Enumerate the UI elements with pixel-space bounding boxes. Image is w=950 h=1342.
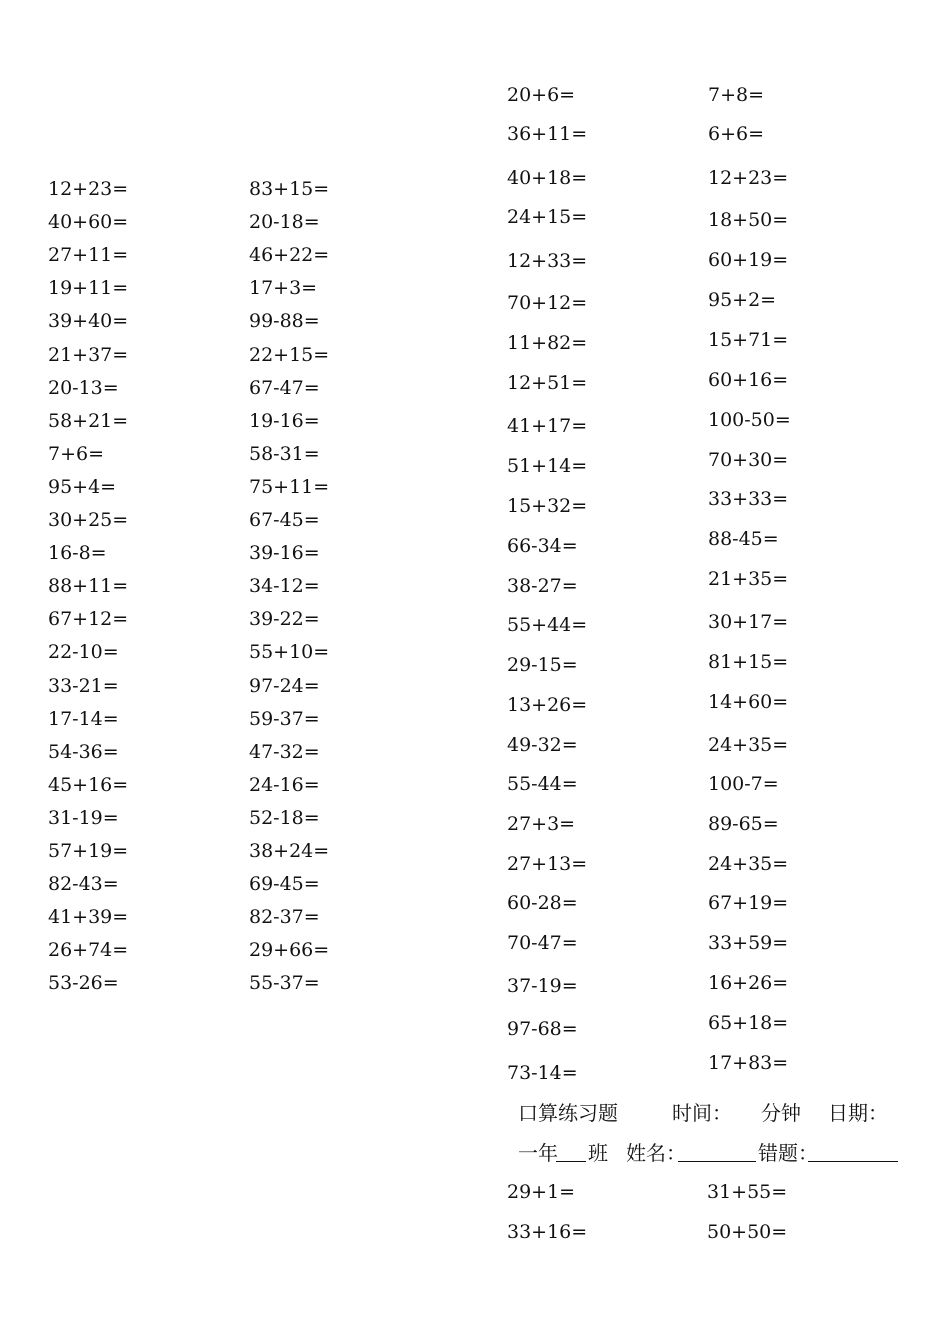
problem-item: 70-47=: [507, 932, 578, 954]
problem-item: 24+35=: [708, 734, 789, 756]
problem-item: 33+16=: [507, 1221, 588, 1243]
grade-label: 一年: [518, 1141, 558, 1165]
name-label: 姓名：: [626, 1141, 686, 1165]
problem-item: 40+18=: [507, 167, 588, 189]
problem-item: 20+6=: [507, 84, 576, 106]
problem-item: 55-37=: [249, 972, 320, 995]
problem-item: 12+51=: [507, 372, 588, 394]
problem-item: 100-7=: [708, 773, 779, 795]
problem-item: 39-16=: [249, 542, 320, 565]
problem-item: 57+19=: [48, 840, 129, 862]
problem-item: 15+71=: [708, 329, 789, 351]
problem-item: 60+19=: [708, 249, 789, 271]
problem-item: 55+44=: [507, 614, 588, 636]
problem-item: 38-27=: [507, 575, 578, 597]
problem-item: 29-15=: [507, 654, 578, 676]
problem-item: 67-47=: [249, 376, 320, 399]
problem-item: 19+11=: [48, 277, 129, 300]
problem-item: 88+11=: [48, 575, 129, 598]
worksheet-title: 口算练习题: [518, 1101, 618, 1125]
problem-item: 66-34=: [507, 535, 578, 557]
problem-item: 33-21=: [48, 674, 119, 697]
problem-item: 30+17=: [708, 611, 789, 633]
problem-item: 52-18=: [249, 806, 320, 829]
problem-item: 18+50=: [708, 209, 789, 231]
problem-item: 29+1=: [507, 1181, 576, 1203]
problem-item: 40+60=: [48, 211, 129, 234]
problem-item: 16-8=: [48, 542, 107, 565]
problem-item: 19-16=: [249, 409, 320, 432]
problem-item: 27+3=: [507, 813, 576, 835]
problem-item: 31+55=: [707, 1181, 788, 1203]
problem-item: 17-14=: [48, 707, 119, 730]
problem-item: 60-28=: [507, 892, 578, 914]
problem-item: 37-19=: [507, 975, 578, 997]
problem-item: 21+37=: [48, 343, 129, 366]
problem-item: 82-37=: [249, 906, 320, 929]
problem-item: 67-45=: [249, 509, 320, 531]
problem-item: 99-88=: [249, 310, 320, 333]
problem-item: 100-50=: [708, 409, 791, 431]
problem-item: 13+26=: [507, 694, 588, 716]
problem-item: 11+82=: [507, 332, 588, 354]
problem-item: 41+39=: [48, 906, 129, 929]
problem-item: 22+15=: [249, 343, 330, 366]
problem-item: 60+16=: [708, 369, 789, 391]
problem-item: 38+24=: [249, 840, 330, 862]
problem-item: 97-68=: [507, 1018, 578, 1040]
problem-item: 47-32=: [249, 740, 320, 763]
problem-item: 12+23=: [48, 178, 129, 200]
time-label: 时间：: [672, 1101, 732, 1125]
problem-item: 75+11=: [249, 475, 330, 498]
problem-item: 30+25=: [48, 509, 129, 531]
problem-item: 58-31=: [249, 442, 320, 465]
problem-item: 14+60=: [708, 691, 789, 713]
problem-item: 27+11=: [48, 244, 129, 267]
problem-item: 7+6=: [48, 442, 105, 465]
problem-item: 24+15=: [507, 206, 588, 228]
problem-item: 12+23=: [708, 167, 789, 189]
problem-item: 15+32=: [507, 495, 588, 517]
problem-item: 7+8=: [708, 84, 765, 106]
problem-item: 83+15=: [249, 178, 330, 200]
problem-item: 81+15=: [708, 651, 789, 673]
errors-label: 错题：: [758, 1141, 818, 1165]
problem-item: 51+14=: [507, 455, 588, 477]
problem-item: 24+35=: [708, 853, 789, 875]
problem-item: 16+26=: [708, 972, 789, 994]
problem-item: 6+6=: [708, 123, 765, 145]
problem-item: 67+12=: [48, 608, 129, 631]
name-blank[interactable]: [678, 1141, 756, 1162]
problem-item: 26+74=: [48, 939, 129, 962]
problem-item: 65+18=: [708, 1012, 789, 1034]
problem-item: 33+59=: [708, 932, 789, 954]
problem-item: 46+22=: [249, 244, 330, 267]
problem-item: 69-45=: [249, 873, 320, 896]
minutes-label: 分钟: [761, 1101, 801, 1125]
errors-blank[interactable]: [808, 1141, 898, 1162]
problem-item: 20-13=: [48, 376, 119, 399]
problem-item: 34-12=: [249, 575, 320, 598]
problem-item: 21+35=: [708, 568, 789, 590]
problem-item: 82-43=: [48, 873, 119, 896]
problem-item: 70+12=: [507, 292, 588, 314]
date-label: 日期：: [828, 1101, 888, 1125]
problem-item: 22-10=: [48, 641, 119, 664]
problem-item: 59-37=: [249, 707, 320, 730]
class-blank[interactable]: [556, 1141, 586, 1162]
problem-item: 55-44=: [507, 773, 578, 795]
problem-item: 58+21=: [48, 409, 129, 432]
problem-item: 33+33=: [708, 488, 789, 510]
problem-item: 27+13=: [507, 853, 588, 875]
problem-item: 97-24=: [249, 674, 320, 697]
problem-item: 50+50=: [707, 1221, 788, 1243]
problem-item: 39-22=: [249, 608, 320, 631]
problem-item: 24-16=: [249, 773, 320, 796]
problem-item: 89-65=: [708, 813, 779, 835]
problem-item: 73-14=: [507, 1062, 578, 1084]
problem-item: 49-32=: [507, 734, 578, 756]
problem-item: 41+17=: [507, 415, 588, 437]
problem-item: 20-18=: [249, 211, 320, 234]
problem-item: 70+30=: [708, 449, 789, 471]
problem-item: 39+40=: [48, 310, 129, 333]
problem-item: 45+16=: [48, 773, 129, 796]
problem-item: 17+83=: [708, 1052, 789, 1074]
problem-item: 55+10=: [249, 641, 330, 664]
problem-item: 31-19=: [48, 806, 119, 829]
problem-item: 36+11=: [507, 123, 588, 145]
problem-item: 88-45=: [708, 528, 779, 550]
class-label: 班: [588, 1141, 608, 1165]
problem-item: 54-36=: [48, 740, 119, 763]
problem-item: 53-26=: [48, 972, 119, 995]
problem-item: 29+66=: [249, 939, 330, 962]
problem-item: 95+2=: [708, 289, 777, 311]
problem-item: 95+4=: [48, 475, 117, 498]
problem-item: 12+33=: [507, 250, 588, 272]
problem-item: 67+19=: [708, 892, 789, 914]
problem-item: 17+3=: [249, 277, 318, 300]
